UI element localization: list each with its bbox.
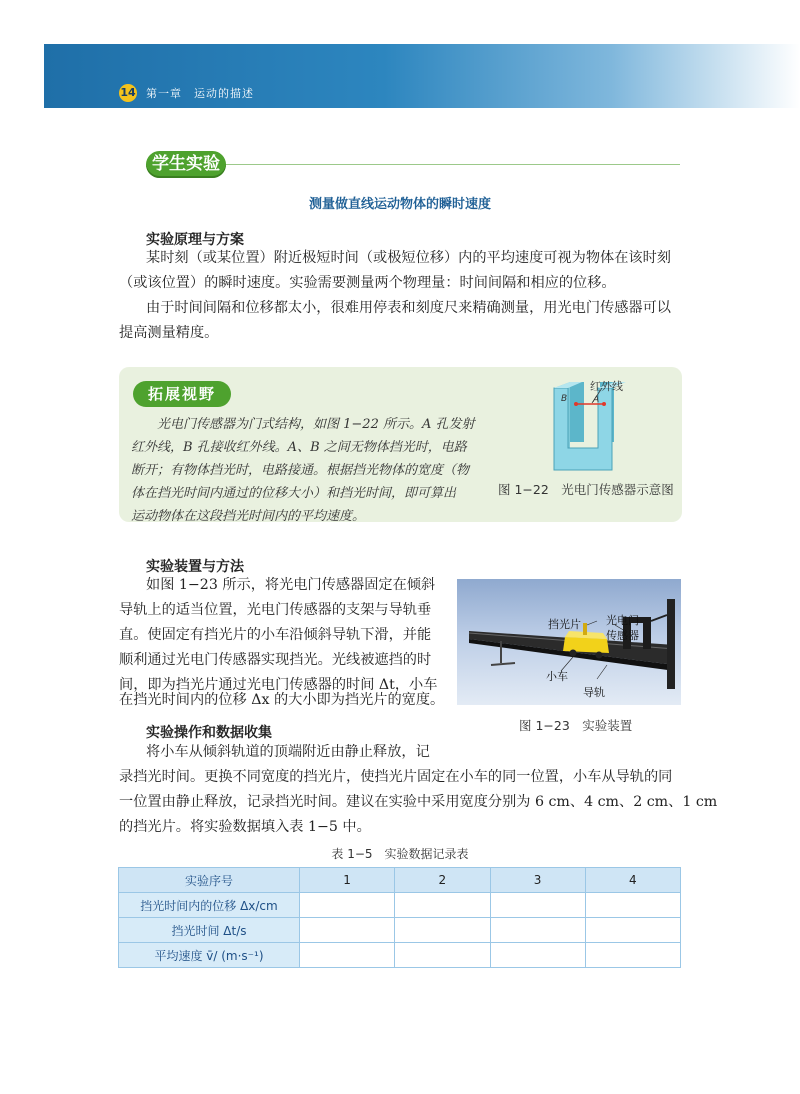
label-gate-2: 传感器 — [606, 629, 639, 642]
table-column-header: 1 — [300, 868, 395, 893]
row-label-time: 挡光时间 Δt/s — [119, 918, 300, 943]
chapter-title: 第一章 运动的描述 — [146, 87, 254, 100]
apparatus-photo-drawing — [457, 579, 681, 705]
table-column-header: 3 — [490, 868, 585, 893]
principle-line-1: 某时刻（或某位置）附近极短时间（或极短位移）内的平均速度可视为物体在该时刻 — [146, 250, 671, 266]
table-cell[interactable] — [585, 918, 680, 943]
hole-a — [602, 402, 606, 406]
hole-b-label: B — [561, 394, 568, 404]
apparatus-line-6: 在挡光时间内的位移 Δx 的大小即为挡光片的宽度。 — [119, 692, 445, 708]
cart-wheel-2 — [596, 652, 603, 659]
label-gate-1: 光电门 — [606, 614, 639, 627]
apparatus-line-2: 导轨上的适当位置，光电门传感器的支架与导轨垂 — [119, 602, 432, 618]
extension-line: 运动物体在这段挡光时间内的平均速度。 — [131, 509, 366, 524]
figure-1-23-caption: 图 1−23 实验装置 — [519, 718, 633, 733]
section-rule — [226, 164, 680, 165]
page-number: 14 — [119, 84, 137, 102]
apparatus-line-1: 如图 1−23 所示，将光电门传感器固定在倾斜 — [146, 577, 436, 593]
row-label-velocity: 平均速度 v̄/ (m·s⁻¹) — [119, 943, 300, 968]
table-cell[interactable] — [300, 893, 395, 918]
table-cell[interactable] — [300, 943, 395, 968]
table-cell[interactable] — [395, 893, 490, 918]
apparatus-heading: 实验装置与方法 — [146, 559, 244, 575]
label-shade: 挡光片 — [548, 618, 581, 631]
principle-heading: 实验原理与方案 — [146, 232, 244, 248]
extension-line: 体在挡光时间内通过的位移大小）和挡光时间，即可算出 — [131, 486, 457, 501]
hole-a-label: A — [593, 395, 600, 405]
operation-line-3: 一位置由静止释放，记录挡光时间。建议在实验中采用宽度分别为 6 cm、4 cm、2 cm、1 cm — [119, 794, 718, 810]
infrared-label: 红外线 — [590, 380, 623, 393]
rail-pointer — [597, 665, 607, 679]
table-cell[interactable] — [490, 918, 585, 943]
support-post — [667, 599, 675, 689]
operation-heading: 实验操作和数据收集 — [146, 725, 272, 741]
shade-plate — [583, 623, 587, 635]
table-caption: 表 1−5 实验数据记录表 — [331, 847, 469, 861]
cart-body — [563, 637, 609, 653]
label-rail: 导轨 — [583, 686, 605, 699]
hole-b — [574, 402, 578, 406]
data-table — [118, 867, 681, 968]
table-cell[interactable] — [300, 918, 395, 943]
table-column-header: 4 — [585, 868, 680, 893]
extension-line: 光电门传感器为门式结构，如图 1−22 所示。A 孔发射 — [157, 417, 475, 432]
section-badge: 学生实验 — [146, 151, 226, 178]
operation-line-1: 将小车从倾斜轨道的顶端附近由静止释放，记 — [146, 744, 430, 760]
shade-pointer — [587, 621, 597, 625]
gate-bracket — [651, 615, 667, 621]
table-row — [119, 893, 681, 918]
table-cell[interactable] — [395, 943, 490, 968]
table-cell[interactable] — [585, 943, 680, 968]
rail-foot — [491, 663, 515, 665]
apparatus-line-4: 顺利通过光电门传感器实现挡光。光线被遮挡的时 — [119, 652, 432, 668]
table-column-header: 2 — [395, 868, 490, 893]
table-cell[interactable] — [395, 918, 490, 943]
figure-1-22-caption: 图 1−22 光电门传感器示意图 — [498, 482, 674, 497]
table-cell[interactable] — [490, 943, 585, 968]
experiment-title: 测量做直线运动物体的瞬时速度 — [308, 197, 491, 212]
principle-line-4: 提高测量精度。 — [119, 325, 219, 341]
table-cell[interactable] — [490, 893, 585, 918]
table-cell[interactable] — [585, 893, 680, 918]
row-label-displacement: 挡光时间内的位移 Δx/cm — [119, 893, 300, 918]
operation-line-2: 录挡光时间。更换不同宽度的挡光片，使挡光片固定在小车的同一位置，小车从导轨的同 — [119, 769, 673, 785]
apparatus-line-5: 间，即为挡光片通过光电门传感器的时间 Δt，小车 — [119, 677, 438, 693]
principle-line-3: 由于时间间隔和位移都太小，很难用停表和刻度尺来精确测量，用光电门传感器可以 — [146, 300, 671, 316]
photogate-inner-left — [570, 382, 584, 442]
extension-line: 红外线，B 孔接收红外线。A、B 之间无物体挡光时，电路 — [131, 440, 467, 455]
principle-line-2: （或该位置）的瞬时速度。实验需要测量两个物理量：时间间隔和相应的位移。 — [119, 275, 616, 291]
table-row — [119, 918, 681, 943]
label-cart: 小车 — [546, 670, 568, 683]
apparatus-photo — [457, 579, 681, 705]
table-row — [119, 943, 681, 968]
gate-right-arm — [643, 619, 651, 649]
cart-wheel-1 — [570, 650, 577, 657]
extension-text — [131, 413, 481, 528]
operation-line-4: 的挡光片。将实验数据填入表 1−5 中。 — [119, 819, 371, 835]
extension-badge: 拓展视野 — [133, 381, 231, 407]
table-header-row — [119, 868, 681, 893]
apparatus-line-3: 直。使固定有挡光片的小车沿倾斜导轨下滑，并能 — [119, 627, 432, 643]
table-header-label: 实验序号 — [119, 868, 300, 893]
extension-line: 断开；有物体挡光时，电路接通。根据挡光物体的宽度（物 — [131, 463, 470, 478]
